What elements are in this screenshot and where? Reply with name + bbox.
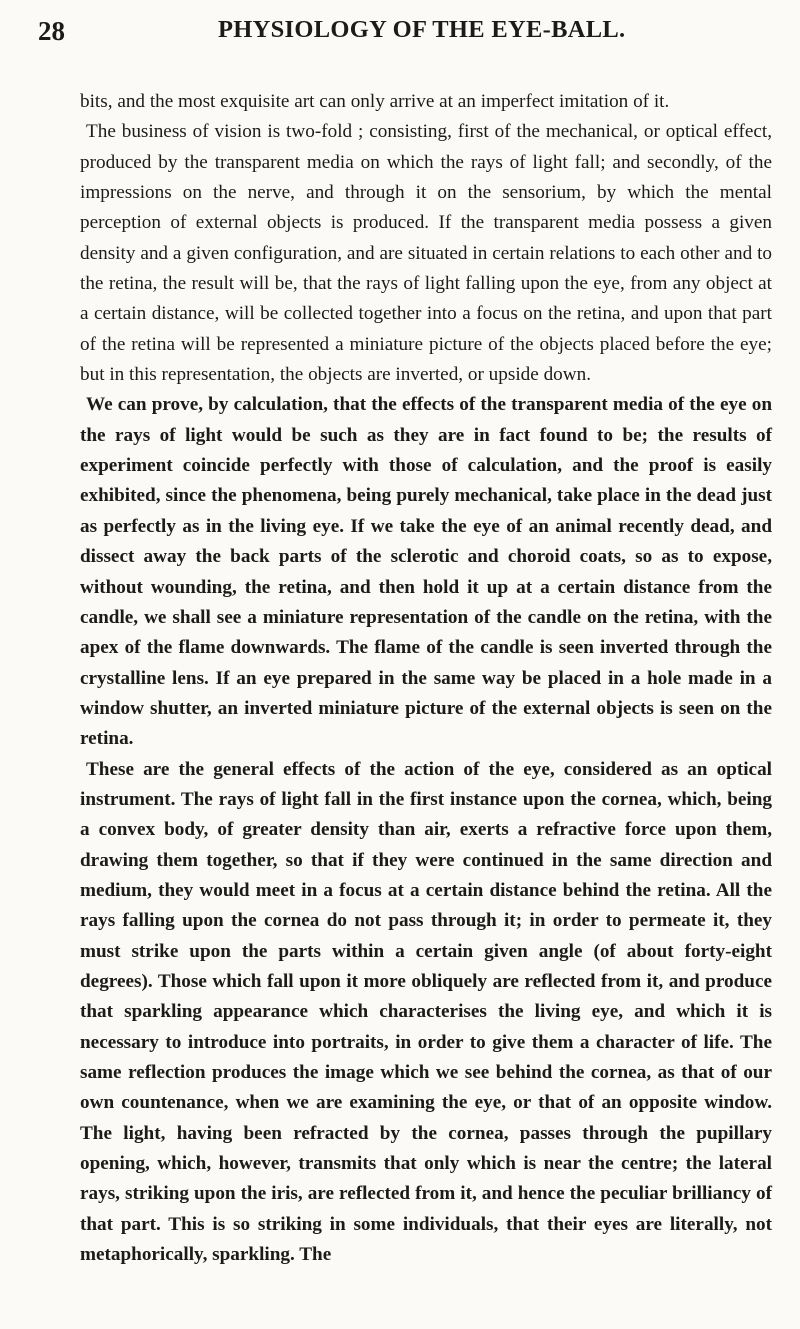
body-text: [80, 87, 772, 1270]
paragraph-4: These are the general effects of the action of the eye, considered as an optical instrument. The rays of light fall in the first instance upon the cornea, which, being a convex body, of greater density than air, exerts a refractive force upon them, drawing them together, so that if they were continued in the same direction and medium, they would meet in a focus at a certain distance behind the retina. All the rays falling upon the cornea do not pass through it; in order to permeate it, they must strike upon the parts within a certain given angle (of about forty-eight degrees). Those which fall upon it more obliquely are reflected from it, and produce that sparkling appearance which characterises the living eye, and which it is necessary to introduce into portraits, in order to give them a character of life. The same reflection produces the image which we see behind the cornea, as that of our own countenance, when we are examining the eye, or that of an opposite window. The light, having been refracted by the cornea, passes through the pupillary opening, which, however, transmits that only which is near the centre; the lateral rays, striking upon the iris, are reflected from it, and hence the peculiar brilliancy of that part. This is so striking in some individuals, that their eyes are literally, not metaphorically, sparkling. The: [80, 758, 772, 1266]
paragraph-1: bits, and the most exquisite art can only arrive at an imperfect imitation of it.: [80, 91, 670, 112]
paragraph-3: We can prove, by calculation, that the effects of the transparent media of the eye on the rays of light would be such as they are in fact found to be; the results of experiment coincide perfectly with those of calculation, and the proof is easily exhibited, since the phenomena, being purely mechanical, take place in the dead just as perfectly as in the living eye. If we take the eye of an animal recently dead, and dissect away the back parts of the sclerotic and choroid coats, so as to expose, without wounding, the retina, and then hold it up at a certain distance from the candle, we shall see a miniature representation of the candle on the retina, with the apex of the flame downwards. The flame of the candle is seen inverted through the crystalline lens. If an eye prepared in the same way be placed in a hole made in a window shutter, an inverted miniature picture of the external objects is seen on the retina.: [80, 394, 772, 750]
page-header: [38, 10, 778, 70]
running-head: PHYSIOLOGY OF THE EYE-BALL.: [218, 16, 626, 43]
paragraph-2: The business of vision is two-fold ; consisting, first of the mechanical, or optical effect, produced by the transparent media on which the rays of light fall; and secondly, of the impressions on the nerve, and through it on the sensorium, by which the mental perception of external objects is produced. If the transparent media possess a given density and a given configuration, and are situated in certain relations to each other and to the retina, the result will be, that the rays of light falling upon the eye, from any object at a certain distance, will be collected together into a focus on the retina, and upon that part of the retina will be represented a miniature picture of the objects placed before the eye; but in this representation, the objects are inverted, or upside down.: [80, 121, 772, 386]
page-number: 28: [38, 16, 65, 46]
